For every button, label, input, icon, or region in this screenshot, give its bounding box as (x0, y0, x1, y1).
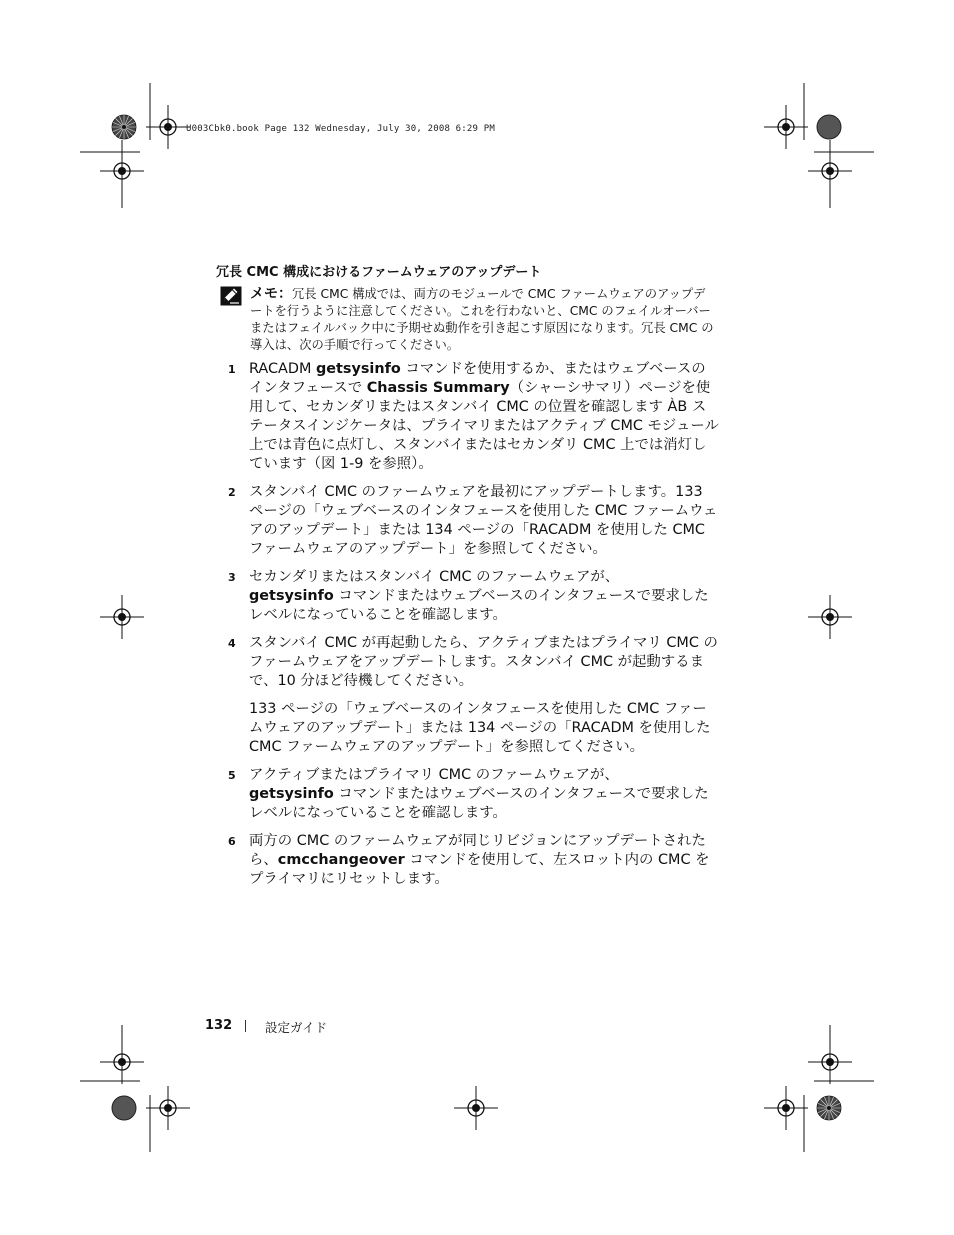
step-text: RACADM getsysinfo コマンドを使用するか、またはウェブベースのインタフェースで Chassis Summary（シャーシサマリ）ページを使用して、セカンダリまたはスタンバイ CMC の位置を確認します ÀB ステータスインジケータは、プライマリまたはアクティブ CMC モジュール上では青色に点灯し、スタンバイまたはセカンダリ CMC 上では消灯しています（図 1-9 を参照）。 (249, 361, 719, 472)
note-text (250, 286, 716, 354)
footer-separator (245, 1020, 246, 1032)
step-number: 6 (228, 835, 236, 848)
step-6 (220, 832, 720, 889)
step-number: 1 (228, 363, 236, 376)
step-4 (220, 634, 720, 757)
note-label: メモ： (250, 286, 292, 302)
chassis-summary-label: Chassis Summary (366, 380, 510, 396)
step-number: 5 (228, 769, 236, 782)
step-number: 4 (228, 637, 236, 650)
step-number: 3 (228, 571, 236, 584)
note-pencil-icon (220, 286, 242, 310)
step-text: アクティブまたはプライマリ CMC のファームウェアが、 getsysinfo コマンドまたはウェブベースのインタフェースで要求したレベルになっていることを確認します。 (249, 767, 709, 821)
step-2 (220, 483, 720, 559)
step-text: スタンバイ CMC のファームウェアを最初にアップデートします。133 ページの「ウェブベースのインタフェースを使用した CMC ファームウェアのアップデート」または 134 ページの「RACADM を使用した CMC ファームウェアのアップデート」を参照してください。 (249, 484, 718, 557)
step-text: セカンダリまたはスタンバイ CMC のファームウェアが、 getsysinfo コマンドまたはウェブベースのインタフェースで要求したレベルになっていることを確認します。 (249, 569, 709, 623)
command-getsysinfo: getsysinfo (249, 588, 334, 604)
page-number: 132 (205, 1018, 233, 1033)
step-number: 2 (228, 486, 236, 499)
footer-title: 設定ガイド (265, 1020, 328, 1035)
step-text: 両方の CMC のファームウェアが同じリビジョンにアップデートされたら、cmcchangeover コマンドを使用して、左スロット内の CMC をプライマリにリセットします。 (249, 833, 710, 887)
section-heading: 冗長 CMC 構成におけるファームウェアのアップデート (216, 265, 542, 280)
step-subtext: 133 ページの「ウェブベースのインタフェースを使用した CMC ファームウェアのアップデート」または 134 ページの「RACADM を使用した CMC ファームウェアのアップデート」を参照してください。 (249, 701, 711, 755)
print-header: U003Cbk0.book Page 132 Wednesday, July 30, 2008 6:29 PM (186, 124, 496, 134)
command-getsysinfo: getsysinfo (315, 361, 401, 377)
command-cmcchangeover: cmcchangeover (277, 852, 405, 868)
procedure-steps (220, 360, 720, 898)
step-5 (220, 766, 720, 823)
step-1 (220, 360, 720, 474)
step-text: スタンバイ CMC が再起動したら、アクティブまたはプライマリ CMC のファームウェアをアップデートします。スタンバイ CMC が起動するまで、10 分ほど待機してください。 (249, 635, 718, 689)
command-getsysinfo: getsysinfo (249, 786, 334, 802)
note-body: 冗長 CMC 構成では、両方のモジュールで CMC ファームウェアのアップデートを行うように注意してください。これを行わないと、CMC のフェイルオーバーまたはフェイルバック中に予期せぬ動作を引き起こす原因になります。冗長 CMC の導入は、次の手順で行ってください。 (250, 287, 714, 352)
step-3 (220, 568, 720, 625)
